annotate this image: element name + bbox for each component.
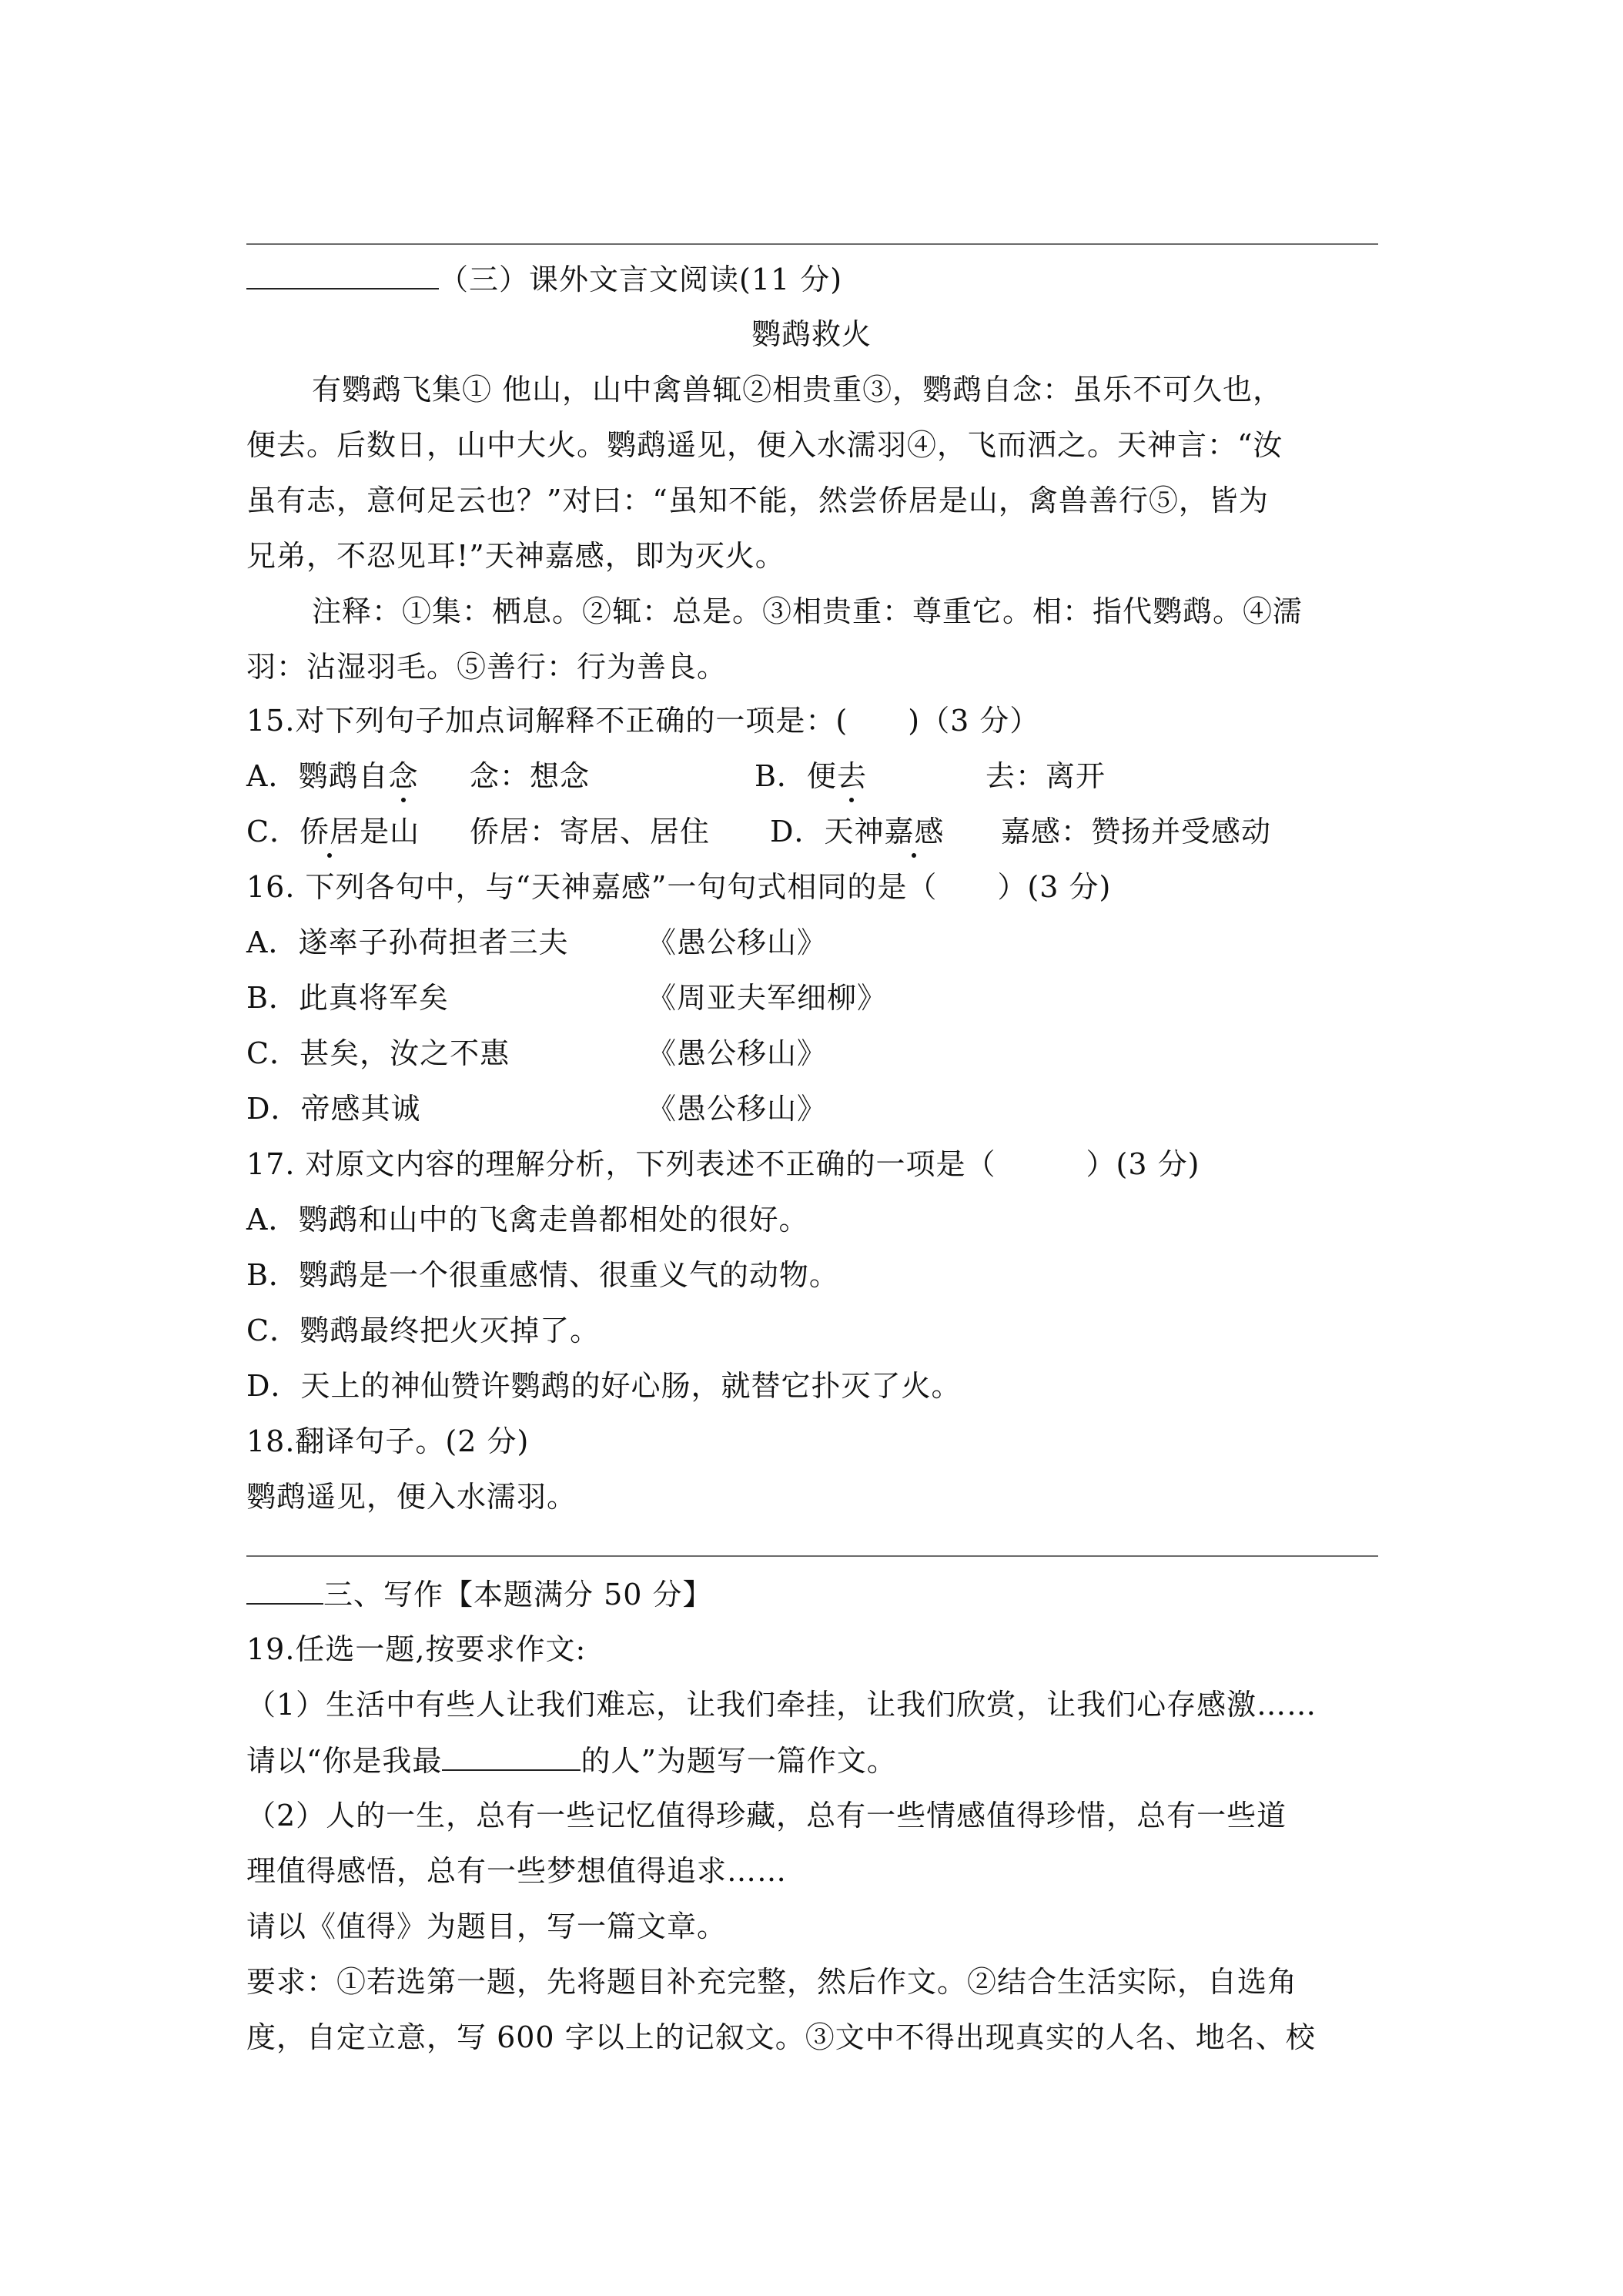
q16-option-b-source: 《周亚夫军细柳》 <box>647 981 888 1015</box>
q15-row-cd <box>246 812 1378 855</box>
q15-option-b: B．便去 <box>755 759 867 793</box>
section3-heading-row <box>246 259 1378 302</box>
q15-option-a: A．鹦鹉自念 <box>246 759 419 793</box>
q16-option-d: D．帝感其诚 《愚公移山》 <box>246 1089 1378 1132</box>
q15-option-b-explanation: 去：离开 <box>986 759 1106 793</box>
passage-line-4: 兄弟，不忍见耳!”天神嘉感，即为灭火。 <box>246 539 785 573</box>
q15-option-c: C．侨居是山 <box>246 815 420 848</box>
q15-option-d-explanation: 嘉感：赞扬并受感动 <box>1001 815 1272 848</box>
q16-option-a-source: 《愚公移山》 <box>647 925 828 959</box>
score-blank <box>246 259 439 290</box>
q17-option-b: B．鹦鹉是一个很重感情、很重义气的动物。 <box>246 1258 839 1292</box>
title-blank <box>442 1740 581 1771</box>
dotted-word: 念 <box>388 759 419 793</box>
q16-option-c: C．甚矣，汝之不惠 《愚公移山》 <box>246 1033 1378 1076</box>
q19-stem: 19.任选一题,按要求作文: <box>246 1632 587 1666</box>
q19-option2-line3: 请以《值得》为题目，写一篇文章。 <box>246 1909 728 1943</box>
q19-option2-line2: 理值得感悟，总有一些梦想值得追求…… <box>246 1854 788 1888</box>
dotted-word: 嘉感 <box>884 815 945 848</box>
q15-row-ab <box>246 756 1378 799</box>
q18-sentence: 鹦鹉遥见，便入水濡羽。 <box>246 1480 577 1514</box>
q17-option-a: A．鹦鹉和山中的飞禽走兽都相处的很好。 <box>246 1203 809 1237</box>
q19-option2-line1: （2）人的一生，总有一些记忆值得珍藏，总有一些情感值得珍惜，总有一些道 <box>246 1799 1287 1832</box>
notes-line-2: 羽：沾湿羽毛。⑤善行：行为善良。 <box>246 650 728 684</box>
q17-option-c: C．鹦鹉最终把火灭掉了。 <box>246 1314 601 1347</box>
passage-line-2: 便去。后数日，山中大火。鹦鹉遥见，便入水濡羽④，飞而洒之。天神言：“汝 <box>246 428 1283 462</box>
section3-heading: （三）课外文言文阅读(11 分) <box>439 263 843 296</box>
q15-option-c-explanation: 侨居：寄居、居住 <box>470 815 711 848</box>
q19-option1-line2: 请以“你是我最 的人”为题写一篇作文。 <box>246 1740 1378 1783</box>
dotted-word: 去 <box>836 759 867 793</box>
q16-stem: 16. 下列各句中，与“天神嘉感”一句句式相同的是（ ）(3 分) <box>246 870 1112 904</box>
score-blank <box>246 1574 323 1605</box>
q16-option-c-source: 《愚公移山》 <box>647 1036 828 1070</box>
q17-stem: 17. 对原文内容的理解分析，下列表述不正确的一项是（ ）(3 分) <box>246 1147 1200 1181</box>
top-divider <box>246 243 1378 245</box>
passage-line-1: 有鹦鹉飞集① 他山，山中禽兽辄②相贵重③，鹦鹉自念：虽乐不可久也， <box>312 373 1283 407</box>
q17-option-d: D．天上的神仙赞许鹦鹉的好心肠，就替它扑灭了火。 <box>246 1369 962 1403</box>
q15-option-a-explanation: 念：想念 <box>470 759 591 793</box>
q16-option-a: A．遂率子孙荷担者三夫 《愚公移山》 <box>246 922 1378 966</box>
q16-option-b: B．此真将军矣 《周亚夫军细柳》 <box>246 978 1378 1021</box>
writing-heading: 三、写作【本题满分 50 分】 <box>323 1578 713 1612</box>
q16-option-d-source: 《愚公移山》 <box>647 1092 828 1126</box>
q19-option1-line1: （1）生活中有些人让我们难忘，让我们牵挂，让我们欣赏，让我们心存感激…… <box>246 1688 1317 1722</box>
writing-heading-row <box>246 1574 1378 1617</box>
passage-title: 鹦鹉救火 <box>751 317 872 351</box>
q19-requirements-line2: 度，自定立意，写 600 字以上的记叙文。③文中不得出现真实的人名、地名、校 <box>246 2020 1316 2054</box>
q19-requirements-line1: 要求：①若选第一题，先将题目补充完整，然后作文。②结合生活实际，自选角 <box>246 1965 1298 1999</box>
q15-option-d: D．天神嘉感 <box>770 815 945 848</box>
q15-stem: 15.对下列句子加点词解释不正确的一项是：( )（3 分） <box>246 704 1040 738</box>
dotted-word: 侨居 <box>300 815 360 848</box>
notes-line-1: 注释：①集：栖息。②辄：总是。③相贵重：尊重它。相：指代鹦鹉。④濡 <box>312 594 1303 628</box>
middle-divider <box>246 1555 1378 1557</box>
passage-line-3: 虽有志，意何足云也？”对曰：“虽知不能，然尝侨居是山，禽兽善行⑤，皆为 <box>246 484 1269 517</box>
q18-stem: 18.翻译句子。(2 分) <box>246 1424 530 1458</box>
